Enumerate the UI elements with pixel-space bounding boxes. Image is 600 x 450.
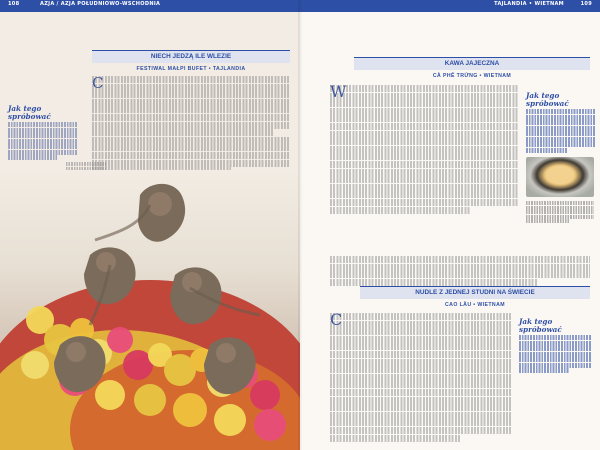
text-line: [519, 352, 591, 357]
text-line: [8, 122, 78, 127]
text-line: [330, 435, 461, 442]
text-line: [526, 115, 596, 120]
text-line: [8, 128, 78, 133]
right-article2-body: [330, 310, 512, 442]
text-line: [519, 346, 591, 351]
left-sidebar-tip: [8, 105, 78, 161]
monkey-fruit-photo: [0, 170, 300, 450]
text-line: [330, 169, 518, 176]
right-sidebar1-tip: [526, 92, 596, 153]
text-line: [519, 357, 591, 362]
right-sidebar2-heading: Jak tego spróbować: [519, 317, 562, 334]
text-line: [92, 122, 290, 129]
right-header-bar: [300, 0, 600, 12]
text-line: [330, 321, 512, 328]
text-line: [330, 404, 512, 411]
right-article2-subtitle: CAO LẦU • WIETNAM: [445, 302, 505, 308]
caption-line: [526, 215, 594, 219]
text-line: [526, 142, 596, 147]
text-line: [330, 279, 538, 286]
text-line: [330, 336, 512, 343]
text-line: [92, 76, 290, 83]
right-sidebar1-heading: Jak tego spróbować: [526, 91, 569, 108]
text-line: [92, 91, 290, 98]
left-article-subtitle: FESTIWAL MAŁPI BUFET • TAJLANDIA: [136, 66, 246, 72]
text-line: [92, 152, 290, 159]
text-line: [92, 114, 290, 121]
text-line: [330, 115, 518, 122]
right-sidebar2-tip: [519, 318, 591, 374]
right-page-number: 109: [580, 1, 592, 7]
text-line: [8, 150, 78, 155]
text-line: [330, 313, 512, 320]
text-line: [92, 160, 290, 167]
right-article2-title-box: [360, 286, 590, 299]
caption-line: [526, 210, 594, 214]
right-article1-title-box: [354, 57, 590, 70]
text-line: [519, 363, 591, 368]
caption-line: [526, 206, 594, 210]
text-line: [92, 129, 274, 136]
text-line: [330, 256, 590, 263]
egg-coffee-photo: [526, 157, 594, 197]
text-line: [330, 427, 512, 434]
text-line: [8, 144, 78, 149]
left-article-title-box: [92, 50, 290, 63]
text-line: [330, 419, 512, 426]
right-section-title: TAJLANDIA • WIETNAM: [494, 1, 564, 7]
text-line: [330, 153, 518, 160]
book-gutter: [298, 0, 302, 450]
right-article1-title: KAWA JAJECZNA: [444, 60, 500, 67]
text-line: [330, 85, 518, 92]
left-article-body: [92, 76, 290, 175]
right-article1-dropcap: W: [330, 82, 347, 101]
text-line: [330, 146, 518, 153]
caption-line: [526, 219, 570, 223]
right-article2-dropcap: C: [330, 310, 343, 329]
text-line: [526, 148, 568, 153]
text-line: [330, 161, 518, 168]
text-line: [330, 93, 518, 100]
left-sidebar-heading: Jak tego spróbować: [8, 104, 51, 121]
text-line: [519, 335, 591, 340]
right-article1-body-continued: [330, 256, 590, 286]
text-line: [330, 123, 518, 130]
egg-coffee-caption: [526, 201, 594, 224]
text-line: [92, 106, 290, 113]
text-line: [330, 397, 512, 404]
text-line: [526, 109, 596, 114]
text-line: [92, 99, 290, 106]
text-line: [330, 100, 518, 107]
text-line: [330, 374, 512, 381]
text-line: [330, 108, 518, 115]
text-line: [330, 412, 512, 419]
text-line: [8, 139, 78, 144]
text-line: [519, 341, 591, 346]
text-line: [330, 199, 518, 206]
text-line: [330, 343, 512, 350]
left-dropcap: C: [92, 74, 104, 92]
text-line: [330, 271, 590, 278]
text-line: [526, 120, 596, 125]
left-header-bar: [0, 0, 300, 12]
caption-line: [66, 162, 106, 166]
text-line: [330, 207, 471, 214]
text-line: [92, 137, 290, 144]
text-line: [526, 126, 596, 131]
text-line: [330, 184, 518, 191]
text-line: [330, 389, 512, 396]
text-line: [330, 359, 512, 366]
left-page-number: 108: [8, 1, 20, 7]
text-line: [330, 351, 512, 358]
text-line: [92, 144, 290, 151]
right-article1-body: [330, 82, 518, 214]
text-line: [330, 176, 518, 183]
text-line: [8, 133, 78, 138]
right-article1-subtitle: CÀ PHÊ TRỨNG • WIETNAM: [432, 73, 512, 79]
text-line: [330, 264, 590, 271]
text-line: [330, 191, 518, 198]
left-article-title: NIECH JEDZĄ ILE WLEZIE: [150, 53, 232, 60]
text-line: [92, 84, 290, 91]
text-line: [519, 368, 569, 373]
right-article2-title: NUDLE Z JEDNEJ STUDNI NA ŚWIECIE: [415, 289, 535, 296]
text-line: [330, 381, 512, 388]
text-line: [330, 138, 518, 145]
right-page: [300, 0, 600, 450]
caption-line: [526, 201, 594, 205]
text-line: [8, 155, 57, 160]
text-line: [526, 131, 596, 136]
text-line: [330, 366, 512, 373]
left-section-title: AZJA / AZJA POŁUDNIOWO-WSCHODNIA: [40, 1, 161, 7]
text-line: [526, 137, 596, 142]
text-line: [330, 131, 518, 138]
text-line: [330, 328, 512, 335]
